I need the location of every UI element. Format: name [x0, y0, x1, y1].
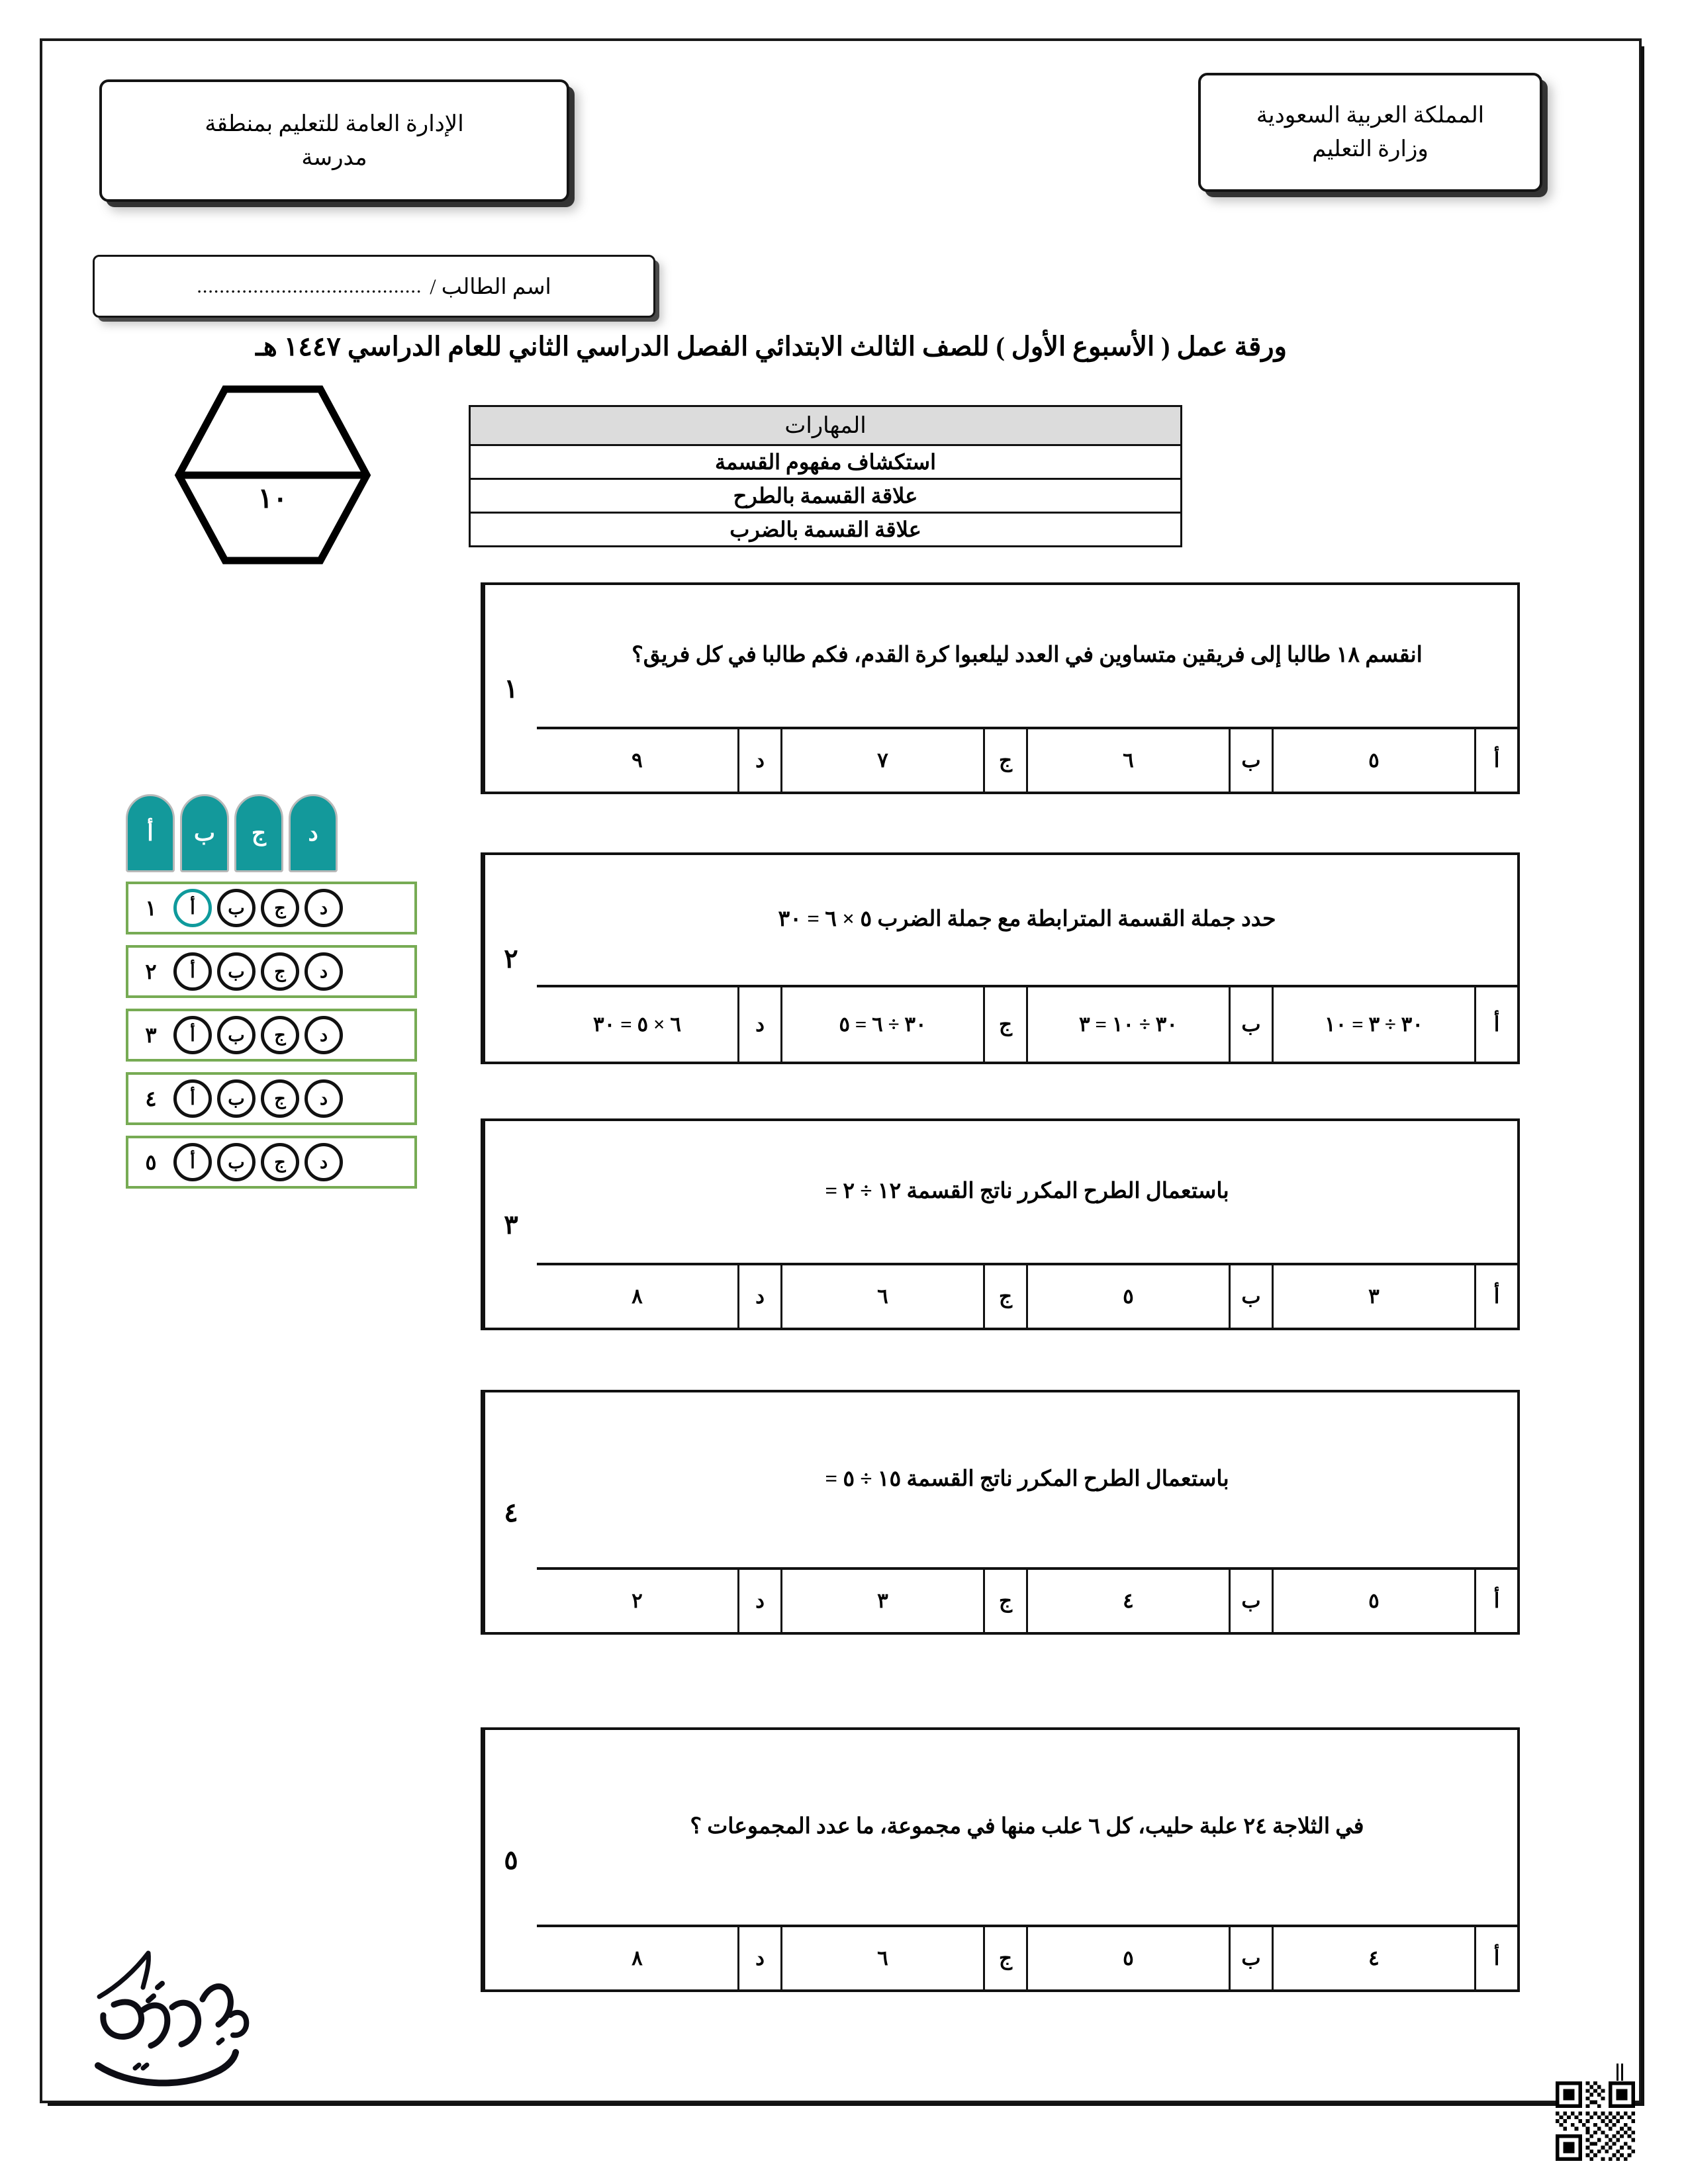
answer-row-3 — [126, 1009, 417, 1062]
option-value-c[interactable]: ٣ — [780, 1570, 983, 1632]
option-letter-d: د — [737, 729, 780, 792]
option-value-c[interactable]: ٣٠ ÷ ٦ = ٥ — [780, 987, 983, 1062]
table-row — [470, 513, 1182, 547]
option-letter-c: ج — [983, 1265, 1026, 1328]
bubble-c[interactable]: ج — [261, 889, 299, 927]
option-row — [537, 985, 1517, 1062]
worksheet-title: ورقة عمل ( الأسبوع الأول ) للصف الثالث الابتدائي الفصل الدراسي الثاني للعام الدراسي ١٤٤٧ هـ — [256, 332, 1287, 361]
answer-row-1 — [126, 882, 417, 934]
admin-line-2: مدرسة — [301, 145, 367, 170]
option-value-a[interactable]: ٣ — [1272, 1265, 1474, 1328]
question-block-4 — [481, 1390, 1520, 1635]
bubble-c[interactable]: ج — [261, 952, 299, 991]
signature-calligraphy — [79, 1936, 278, 2101]
legend-arch-a: أ — [126, 794, 175, 872]
student-name-field[interactable] — [93, 255, 655, 318]
answer-row-5 — [126, 1136, 417, 1189]
skill-cell: علاقة القسمة بالطرح — [470, 479, 1182, 513]
option-letter-b: ب — [1229, 987, 1272, 1062]
option-letter-d: د — [737, 1570, 780, 1632]
option-letter-a: أ — [1474, 1570, 1517, 1632]
question-block-2 — [481, 852, 1520, 1064]
question-number: ٥ — [483, 1730, 537, 1989]
option-letter-a: أ — [1474, 1265, 1517, 1328]
answer-sheet — [126, 794, 417, 1199]
qr-code — [1556, 2081, 1635, 2161]
option-letter-b: ب — [1229, 1265, 1272, 1328]
skill-cell: علاقة القسمة بالضرب — [470, 513, 1182, 547]
question-block-3 — [481, 1118, 1520, 1330]
question-number: ٤ — [483, 1392, 537, 1632]
question-number: ١ — [483, 585, 537, 792]
question-number: ٣ — [483, 1121, 537, 1328]
question-block-1 — [481, 582, 1520, 794]
answer-row-2 — [126, 945, 417, 998]
option-value-a[interactable]: ٥ — [1272, 1570, 1474, 1632]
bubble-a[interactable]: أ — [173, 1016, 212, 1054]
option-value-a[interactable]: ٥ — [1272, 729, 1474, 792]
answer-sheet-legend — [126, 794, 417, 872]
question-text: باستعمال الطرح المكرر ناتج القسمة ١٢ ÷ ٢ = — [825, 1179, 1229, 1204]
bubble-d[interactable]: د — [305, 889, 343, 927]
option-value-c[interactable]: ٦ — [780, 1927, 983, 1989]
skills-header-row — [470, 406, 1182, 445]
option-letter-a: أ — [1474, 729, 1517, 792]
option-row — [537, 1925, 1517, 1989]
option-letter-d: د — [737, 987, 780, 1062]
bubble-d[interactable]: د — [305, 1143, 343, 1181]
option-value-b[interactable]: ٥ — [1026, 1265, 1229, 1328]
option-letter-c: ج — [983, 1570, 1026, 1632]
bubble-a[interactable]: أ — [173, 889, 212, 927]
table-row — [470, 479, 1182, 513]
bubble-a[interactable]: أ — [173, 1143, 212, 1181]
admin-header-box — [99, 79, 569, 202]
option-value-d[interactable]: ٨ — [632, 1946, 643, 1970]
bubble-a[interactable]: أ — [173, 1079, 212, 1118]
question-text: باستعمال الطرح المكرر ناتج القسمة ١٥ ÷ ٥ = — [825, 1467, 1229, 1492]
score-hexagon — [173, 384, 372, 566]
option-value-b[interactable]: ٤ — [1026, 1570, 1229, 1632]
score-hexagon-value: ١٠ — [258, 484, 288, 514]
option-value-a[interactable]: ٤ — [1272, 1927, 1474, 1989]
bubble-c[interactable]: ج — [261, 1016, 299, 1054]
student-name-dotted-line: ........................................ — [197, 275, 422, 297]
option-letter-a: أ — [1474, 1927, 1517, 1989]
question-text: في الثلاجة ٢٤ علبة حليب، كل ٦ علب منها في مجموعة، ما عدد المجموعات ؟ — [690, 1815, 1364, 1839]
option-letter-a: أ — [1474, 987, 1517, 1062]
option-value-b[interactable]: ٣٠ ÷ ١٠ = ٣ — [1026, 987, 1229, 1062]
student-name-label: اسم الطالب / — [430, 275, 551, 299]
table-row — [470, 445, 1182, 479]
admin-line-1: الإدارة العامة للتعليم بمنطقة — [205, 111, 464, 136]
option-letter-d: د — [737, 1265, 780, 1328]
answer-row-number: ٥ — [145, 1150, 157, 1174]
bubble-d[interactable]: د — [305, 1079, 343, 1118]
bubble-b[interactable]: ب — [217, 1079, 256, 1118]
bubble-b[interactable]: ب — [217, 952, 256, 991]
kingdom-header-box — [1198, 73, 1542, 192]
bubble-c[interactable]: ج — [261, 1079, 299, 1118]
answer-row-number: ٣ — [145, 1023, 157, 1047]
option-row — [537, 727, 1517, 792]
option-value-d[interactable]: ٢ — [632, 1588, 643, 1612]
question-block-5 — [481, 1727, 1520, 1992]
option-letter-b: ب — [1229, 1927, 1272, 1989]
bubble-d[interactable]: د — [305, 952, 343, 991]
answer-row-number: ١ — [145, 896, 157, 920]
skills-header-cell: المهارات — [470, 406, 1182, 445]
option-letter-b: ب — [1229, 1570, 1272, 1632]
bubble-b[interactable]: ب — [217, 1143, 256, 1181]
bubble-d[interactable]: د — [305, 1016, 343, 1054]
kingdom-line-2: وزارة التعليم — [1312, 137, 1429, 161]
option-row — [537, 1567, 1517, 1632]
bubble-c[interactable]: ج — [261, 1143, 299, 1181]
question-number: ٢ — [483, 855, 537, 1062]
bubble-b[interactable]: ب — [217, 1016, 256, 1054]
answer-row-4 — [126, 1072, 417, 1125]
option-value-d[interactable]: ٦ × ٥ = ٣٠ — [593, 1012, 681, 1036]
option-value-b[interactable]: ٦ — [1026, 729, 1229, 792]
question-text: انقسم ١٨ طالبا إلى فريقين متساوين في العدد ليلعبوا كرة القدم، فكم طالبا في كل فريق؟ — [632, 643, 1423, 668]
option-letter-b: ب — [1229, 729, 1272, 792]
question-text: حدد جملة القسمة المترابطة مع جملة الضرب ٥ × ٦ = ٣٠ — [778, 907, 1276, 932]
option-value-c[interactable]: ٦ — [780, 1265, 983, 1328]
legend-arch-d: د — [289, 794, 338, 872]
bubble-a[interactable]: أ — [173, 952, 212, 991]
option-letter-d: د — [737, 1927, 780, 1989]
answer-row-number: ٤ — [145, 1087, 157, 1111]
legend-arch-c: ج — [234, 794, 283, 872]
qr-tick-mark — [1615, 2064, 1627, 2081]
bubble-b[interactable]: ب — [217, 889, 256, 927]
option-letter-c: ج — [983, 729, 1026, 792]
option-row — [537, 1263, 1517, 1328]
answer-row-number: ٢ — [145, 960, 157, 983]
option-value-a[interactable]: ٣٠ ÷ ٣ = ١٠ — [1272, 987, 1474, 1062]
option-value-d[interactable]: ٨ — [632, 1284, 643, 1308]
kingdom-line-1: المملكة العربية السعودية — [1256, 103, 1485, 128]
legend-arch-b: ب — [180, 794, 229, 872]
option-value-d[interactable]: ٩ — [632, 748, 643, 772]
option-value-b[interactable]: ٥ — [1026, 1927, 1229, 1989]
option-letter-c: ج — [983, 987, 1026, 1062]
skill-cell: استكشاف مفهوم القسمة — [470, 445, 1182, 479]
option-letter-c: ج — [983, 1927, 1026, 1989]
option-value-c[interactable]: ٧ — [780, 729, 983, 792]
skills-table — [469, 405, 1182, 547]
